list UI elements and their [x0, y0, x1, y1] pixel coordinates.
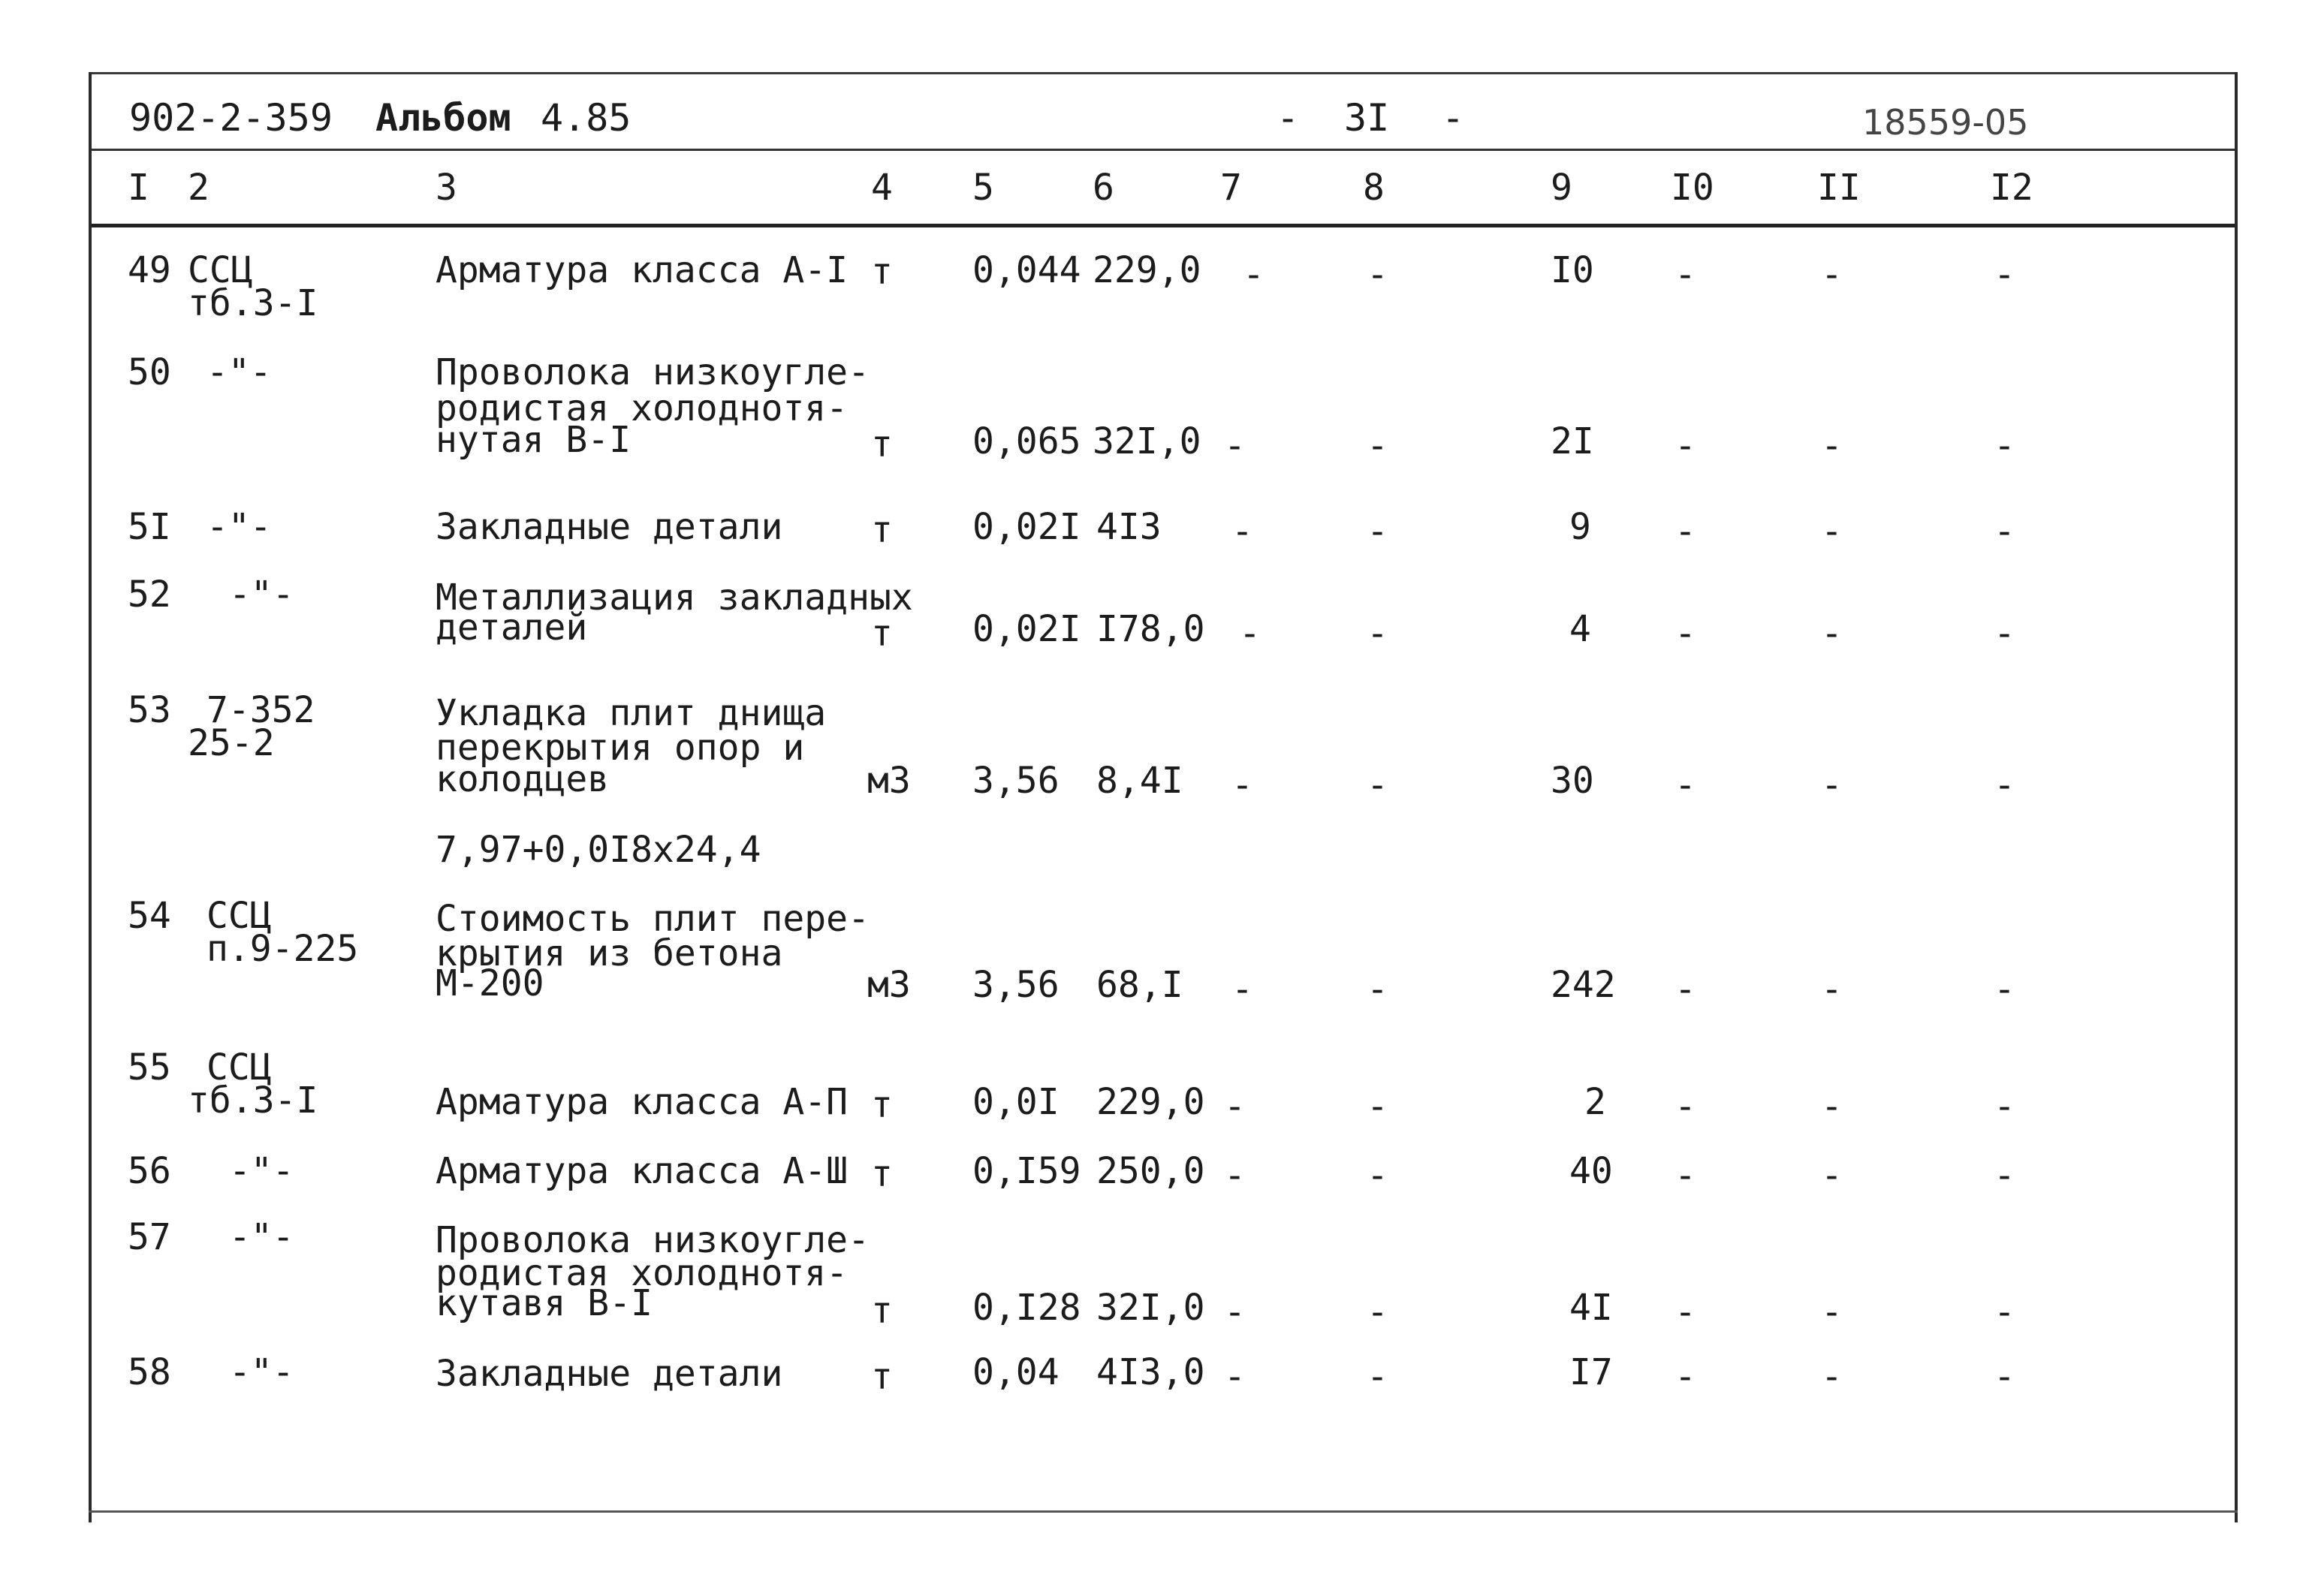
document-number: 902-2-359: [129, 96, 333, 140]
row-price: 8,4I: [1096, 760, 1183, 802]
row-col-10: -: [1674, 968, 1696, 1010]
album-label: Альбом: [375, 96, 511, 140]
row-col-8: -: [1367, 968, 1388, 1010]
row-quantity: 3,56: [972, 964, 1060, 1006]
header-divider: [92, 149, 2235, 151]
row-col-12: -: [1994, 764, 2015, 806]
row-ref-1: ССЦ: [206, 895, 272, 937]
row-col-11: -: [1821, 425, 1843, 467]
row-number: 54: [128, 895, 171, 937]
row-col-8: -: [1367, 613, 1388, 655]
row-quantity: 0,065: [972, 420, 1081, 462]
row-col-11: -: [1821, 1086, 1843, 1128]
row-ref-2: 25-2: [188, 722, 275, 764]
row-name-line-2: перекрытия опор и: [436, 727, 805, 769]
row-quantity: 3,56: [972, 760, 1060, 802]
frame-top-line: [89, 72, 2238, 74]
column-header-8: 8: [1363, 167, 1385, 209]
row-col-7: -: [1243, 254, 1265, 296]
row-col-9: 9: [1569, 506, 1591, 548]
row-col-11: -: [1821, 968, 1843, 1010]
frame-right-line: [2235, 72, 2238, 1522]
row-col-11: -: [1821, 254, 1843, 296]
row-quantity: 0,044: [972, 249, 1081, 291]
row-col-11: -: [1821, 1291, 1843, 1333]
row-col-11: -: [1821, 1356, 1843, 1398]
row-col-12: -: [1994, 1155, 2015, 1197]
row-col-10: -: [1674, 1086, 1696, 1128]
column-header-11: II: [1817, 167, 1861, 209]
row-col-7: -: [1224, 1291, 1246, 1333]
row-name-line-2: деталей: [436, 607, 588, 649]
row-number: 53: [128, 689, 171, 731]
row-col-7: -: [1231, 764, 1253, 806]
row-quantity: 0,04: [972, 1351, 1060, 1393]
row-quantity: 0,02I: [972, 608, 1081, 650]
row-price: 4I3: [1096, 506, 1162, 548]
row-col-9: 4: [1569, 608, 1591, 650]
row-col-10: -: [1674, 510, 1696, 553]
row-ref-1: -"-: [229, 1351, 294, 1393]
archive-number: 18559-05: [1862, 102, 2029, 143]
column-header-divider: [92, 224, 2235, 227]
row-ref-2: тб.3-I: [188, 282, 318, 324]
row-col-10: -: [1674, 764, 1696, 806]
row-col-12: -: [1994, 254, 2015, 296]
page-dash-right: -: [1442, 96, 1465, 140]
row-quantity: 0,02I: [972, 506, 1081, 548]
column-header-12: I2: [1990, 167, 2033, 209]
row-col-10: -: [1674, 613, 1696, 655]
row-unit: т: [871, 613, 893, 655]
row-col-10: -: [1674, 1291, 1696, 1333]
row-unit: т: [871, 1153, 893, 1195]
row-price: 32I,0: [1093, 420, 1201, 462]
row-name-line-1: Арматура класса А-Ш: [436, 1150, 849, 1192]
row-formula: 7,97+0,0I8x24,4: [436, 829, 761, 871]
row-ref-1: ССЦ: [206, 1046, 272, 1089]
row-quantity: 0,0I: [972, 1081, 1060, 1123]
row-number: 57: [128, 1216, 171, 1258]
row-unit: т: [871, 509, 893, 551]
row-ref-1: -"-: [229, 1216, 294, 1258]
row-name-line-1: Стоимость плит пере-: [436, 898, 870, 940]
row-quantity: 0,I28: [972, 1287, 1081, 1329]
row-name-line-1: Арматура класса А-I: [436, 249, 849, 291]
row-unit: т: [871, 251, 893, 293]
row-col-10: -: [1674, 425, 1696, 467]
row-number: 5I: [128, 506, 171, 548]
frame-bottom-line: [89, 1510, 2238, 1513]
row-col-7: -: [1231, 968, 1253, 1010]
row-number: 55: [128, 1046, 171, 1089]
row-col-10: -: [1674, 1356, 1696, 1398]
row-number: 49: [128, 249, 171, 291]
row-col-7: -: [1224, 1086, 1246, 1128]
row-col-9: 2: [1584, 1081, 1606, 1123]
row-col-11: -: [1821, 613, 1843, 655]
row-col-11: -: [1821, 1155, 1843, 1197]
row-col-9: 30: [1551, 760, 1594, 802]
row-ref-1: -"-: [229, 574, 294, 616]
row-number: 56: [128, 1150, 171, 1192]
column-header-7: 7: [1220, 167, 1242, 209]
row-col-9: 4I: [1569, 1287, 1613, 1329]
column-header-10: I0: [1671, 167, 1714, 209]
column-header-6: 6: [1093, 167, 1114, 209]
row-col-12: -: [1994, 1356, 2015, 1398]
row-col-8: -: [1367, 254, 1388, 296]
column-header-2: 2: [188, 167, 209, 209]
row-name-line-2: крытия из бетона: [436, 932, 783, 974]
row-name-line-1: Укладка плит днища: [436, 692, 827, 734]
row-col-12: -: [1994, 1291, 2015, 1333]
row-col-12: -: [1994, 510, 2015, 553]
column-header-5: 5: [972, 167, 994, 209]
row-name-line-1: Проволока низкоугле-: [436, 351, 870, 393]
row-name-line-3: нутая В-I: [436, 419, 632, 461]
row-unit: м3: [867, 964, 911, 1006]
row-ref-1: -"-: [206, 351, 272, 393]
row-ref-1: -"-: [229, 1150, 294, 1192]
row-ref-2: тб.3-I: [188, 1080, 318, 1122]
row-col-7: -: [1231, 510, 1253, 553]
row-name-line-1: Проволока низкоугле-: [436, 1219, 870, 1261]
row-name-line-1: Металлизация закладных: [436, 577, 913, 619]
row-ref-1: 7-352: [206, 689, 315, 731]
row-col-10: -: [1674, 254, 1696, 296]
row-price: 4I3,0: [1096, 1351, 1205, 1393]
row-name-line-2: родистая холоднотя-: [436, 387, 849, 429]
row-col-7: -: [1239, 613, 1261, 655]
row-price: 250,0: [1096, 1150, 1205, 1192]
row-name-line-3: кутавя В-I: [436, 1282, 653, 1324]
row-price: 229,0: [1096, 1081, 1205, 1123]
row-col-10: -: [1674, 1155, 1696, 1197]
row-col-9: I0: [1551, 249, 1594, 291]
row-col-7: -: [1224, 1356, 1246, 1398]
row-unit: т: [871, 1356, 893, 1398]
row-col-8: -: [1367, 510, 1388, 553]
row-price: I78,0: [1096, 608, 1205, 650]
page-number: 3I: [1344, 96, 1390, 140]
row-price: 229,0: [1093, 249, 1201, 291]
row-quantity: 0,I59: [972, 1150, 1081, 1192]
row-col-12: -: [1994, 425, 2015, 467]
row-col-8: -: [1367, 1356, 1388, 1398]
row-col-9: I7: [1569, 1351, 1613, 1393]
row-ref-2: п.9-225: [206, 928, 359, 970]
row-name-line-1: Закладные детали: [436, 1353, 783, 1395]
row-col-9: 40: [1569, 1150, 1613, 1192]
row-ref-1: ССЦ: [188, 249, 253, 291]
row-name-line-1: Закладные детали: [436, 506, 783, 548]
row-number: 58: [128, 1351, 171, 1393]
column-header-3: 3: [436, 167, 457, 209]
row-col-9: 242: [1551, 964, 1616, 1006]
row-col-8: -: [1367, 1155, 1388, 1197]
page-dash-left: -: [1277, 96, 1300, 140]
row-price: 68,I: [1096, 964, 1183, 1006]
row-col-11: -: [1821, 764, 1843, 806]
column-header-4: 4: [871, 167, 893, 209]
frame-left-line: [89, 72, 92, 1522]
column-header-9: 9: [1551, 167, 1572, 209]
row-name-line-3: колодцев: [436, 758, 610, 800]
row-number: 50: [128, 351, 171, 393]
column-header-1: I: [128, 167, 149, 209]
album-number: 4.85: [541, 96, 632, 140]
row-ref-1: -"-: [206, 506, 272, 548]
row-unit: т: [871, 423, 893, 465]
row-name-line-3: М-200: [436, 962, 544, 1004]
row-col-8: -: [1367, 764, 1388, 806]
row-col-7: -: [1224, 1155, 1246, 1197]
row-unit: м3: [867, 760, 911, 802]
row-unit: т: [871, 1084, 893, 1126]
row-col-9: 2I: [1551, 420, 1594, 462]
row-col-12: -: [1994, 1086, 2015, 1128]
row-col-12: -: [1994, 968, 2015, 1010]
row-col-12: -: [1994, 613, 2015, 655]
row-name-line-1: Арматура класса А-П: [436, 1081, 849, 1123]
row-price: 32I,0: [1096, 1287, 1205, 1329]
row-col-8: -: [1367, 425, 1388, 467]
row-name-line-2: родистая холоднотя-: [436, 1252, 849, 1294]
row-col-7: -: [1224, 425, 1246, 467]
row-unit: т: [871, 1290, 893, 1332]
row-number: 52: [128, 574, 171, 616]
row-col-8: -: [1367, 1291, 1388, 1333]
row-col-11: -: [1821, 510, 1843, 553]
row-col-8: -: [1367, 1086, 1388, 1128]
